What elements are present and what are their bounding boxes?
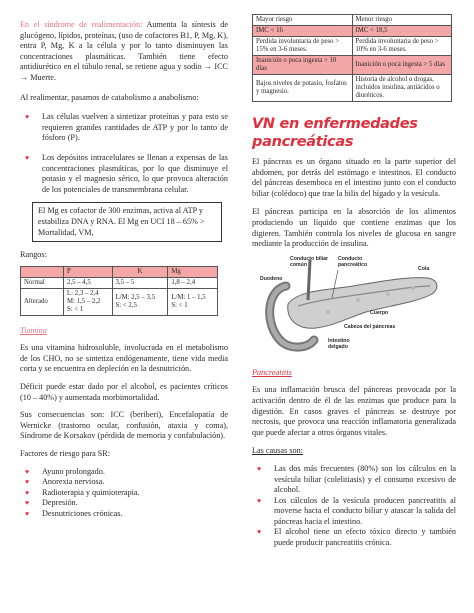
list-item: ♥ Ayuno prolongado. xyxy=(25,466,105,476)
table-row: Normal 2,5 – 4,5 3,5 – 5 1,8 – 2,4 xyxy=(21,277,218,288)
pancreas-paragraph-1: El páncreas es un órgano situado en la parte superior del abdomen, por detrás del estómago e intestinos. El conducto del páncreas desemboca en el intestino junto con el conducto biliar (colédoco) que trae la bilis del hígado y la vesícula. xyxy=(252,157,456,198)
table-row: IMC < 16 IMC < 18,5 xyxy=(253,26,452,37)
heart-icon: ♥ xyxy=(25,510,30,518)
section-title: VN en enfermedades pancreáticas xyxy=(252,116,418,150)
causes-list xyxy=(252,464,456,549)
ranges-table xyxy=(20,266,218,316)
list-item: ♥ Las dos más frecuentes (80%) son los cálculos en la vesícula biliar (colelitiasis) y el consumo excesivo de alcohol. xyxy=(257,463,456,495)
magnesium-box: El Mg es cofactor de 300 enzimas, activa al ATP y estabiliza DNA y RNA. El Mg en UCI 18 – 65% > Mortalidad, VM, xyxy=(32,202,222,242)
label-duodenum: Duodeno xyxy=(260,275,283,282)
right-column xyxy=(252,0,456,549)
list-item: ♥ Radioterapia y quimioterapia. xyxy=(25,487,140,497)
table-row: Perdida involuntaria de peso > 15% en 3-6 meses. Perdida involuntaria de peso > 10% en 3-6 meses. xyxy=(253,37,452,56)
table-row: P K Mg xyxy=(21,266,218,277)
list-item: ♥ Depresión. xyxy=(25,498,78,508)
risk-table xyxy=(252,14,452,102)
heart-icon: ♥ xyxy=(257,496,262,505)
rangos-label: Rangos: xyxy=(20,250,47,260)
table-row: Mayor riesgo Menor riesgo xyxy=(253,15,452,26)
heart-icon: ♥ xyxy=(25,153,30,162)
tiamina-heading: Tiamina xyxy=(20,325,47,335)
heart-icon: ♥ xyxy=(25,467,30,476)
pancreatitis-paragraph: Es una inflamación brusca del páncreas provocada por la activación dentro de él de las enzimas que produce para la digestión. En casos graves el páncreas se destruye por necrosis, que provoca una reacción inflamatoria generalizada que puede afectar a otros órganos vitales. xyxy=(252,385,456,437)
tiamina-paragraph-3: Sus consecuencias son: ICC (beriberi), Encefalopatía de Wernicke (trastorno ocular, confusión, ataxia y coma), Síndrome de Korsakov (pérdida de memoria y confabulación). xyxy=(20,410,228,441)
label-pancreatic-duct: Conducto pancreático xyxy=(338,255,368,268)
risk-factors-label: Factores de riesgo para SR: xyxy=(20,449,111,459)
label-bile-duct: Conducto biliar común xyxy=(290,255,329,268)
heart-icon: ♥ xyxy=(25,499,30,508)
table-row: Alterado L: 2,3 – 2,4 M: 1,5 – 2,2 S: < 1 L/M: 2,5 – 3,5 S: < 2,5 L/M: 1 – 1,5 S: < 1 xyxy=(21,288,218,315)
tiamina-paragraph-2: Déficit puede estar dado por el alcohol, es pacientes críticos (10 – 40%) y aumentada morbimortalidad. xyxy=(20,382,228,402)
pancreas-paragraph-2: El páncreas participa en la absorción de los alimentos produciendo un líquido que contiene enzimas que los digieren. También controla los niveles de glucosa en sangre mediante la producción de insulina. xyxy=(252,207,456,249)
pancreas-diagram xyxy=(258,256,448,358)
refeeding-lead: En el síndrome de realimentación: xyxy=(20,20,143,29)
anabolism-list xyxy=(20,112,228,195)
heart-icon: ♥ xyxy=(257,528,262,537)
heart-icon: ♥ xyxy=(257,464,262,473)
refeeding-text: Aumenta la síntesis de glucógeno, lípidos, proteínas, (uso de cofactores B1, P, Mg, K), entra P, Mg, K a la célula y por lo tanto disminuyen las concentraciones plasmáticas. También tiene efecto antidiurético en el túbulo renal, se retiene agua y sodio → ICC → Muerte. xyxy=(20,20,228,82)
table-row: Bajos niveles de potasio, fosfatos y magnesio. Historia de alcohol o drogas, incluidos insulina, antiácidos o diuréticos. xyxy=(253,75,452,102)
label-head: Cabeza del páncreas xyxy=(344,323,396,330)
list-item: ♥ Anorexia nerviosa. xyxy=(25,477,105,487)
heart-icon: ♥ xyxy=(25,478,30,487)
list-item: ♥ Las células vuelven a sintetizar proteínas y para esto se requieren grandes cantidades de ATP y por lo tanto de fósforo (P). xyxy=(25,112,228,143)
causes-label: Las causas son: xyxy=(252,446,303,456)
label-tail: Cola xyxy=(418,265,430,272)
list-item: ♥ Desnutriciones crónicas. xyxy=(25,509,123,518)
risk-factors-list xyxy=(20,467,228,520)
refeeding-paragraph xyxy=(20,20,228,84)
list-item: ♥ Los depósitos intracelulares se llenan a expensas de las concentraciones plasmáticas, por lo que disminuye el potasio y el magnesio sérico, lo que provoca alteración de los potenciales de transmembrana celular. xyxy=(25,152,228,194)
tiamina-paragraph-1: Es una vitamina hidrosoluble, involucrada en el metabolismo de los CHO, no se sintetiza endógenamente, tiene vida media corta y se encuentra en depleción en la desnutrición. xyxy=(20,343,228,374)
label-small-intestine: Intestino delgado xyxy=(328,337,350,350)
list-item: ♥ Los cálculos de la vesícula producen pancreatitis al moverse hacia el conducto biliar y atascar la salida del páncreas hacia el intestino. xyxy=(257,495,456,526)
pancreatitis-heading: Pancreatitis xyxy=(252,367,292,377)
label-body: Cuerpo xyxy=(370,309,389,316)
list-item: ♥ El alcohol tiene un efecto tóxico directo y también puede producir pancreatitis crónica. xyxy=(257,527,456,548)
table-row: Inanición o poca ingesta > 10 días Inanición o poca ingesta > 5 días xyxy=(253,56,452,75)
heart-icon: ♥ xyxy=(25,113,30,122)
heart-icon: ♥ xyxy=(25,488,30,497)
left-column xyxy=(20,0,228,520)
anabolism-intro: Al realimentar, pasamos de catabolismo a anabolismo: xyxy=(20,92,199,102)
